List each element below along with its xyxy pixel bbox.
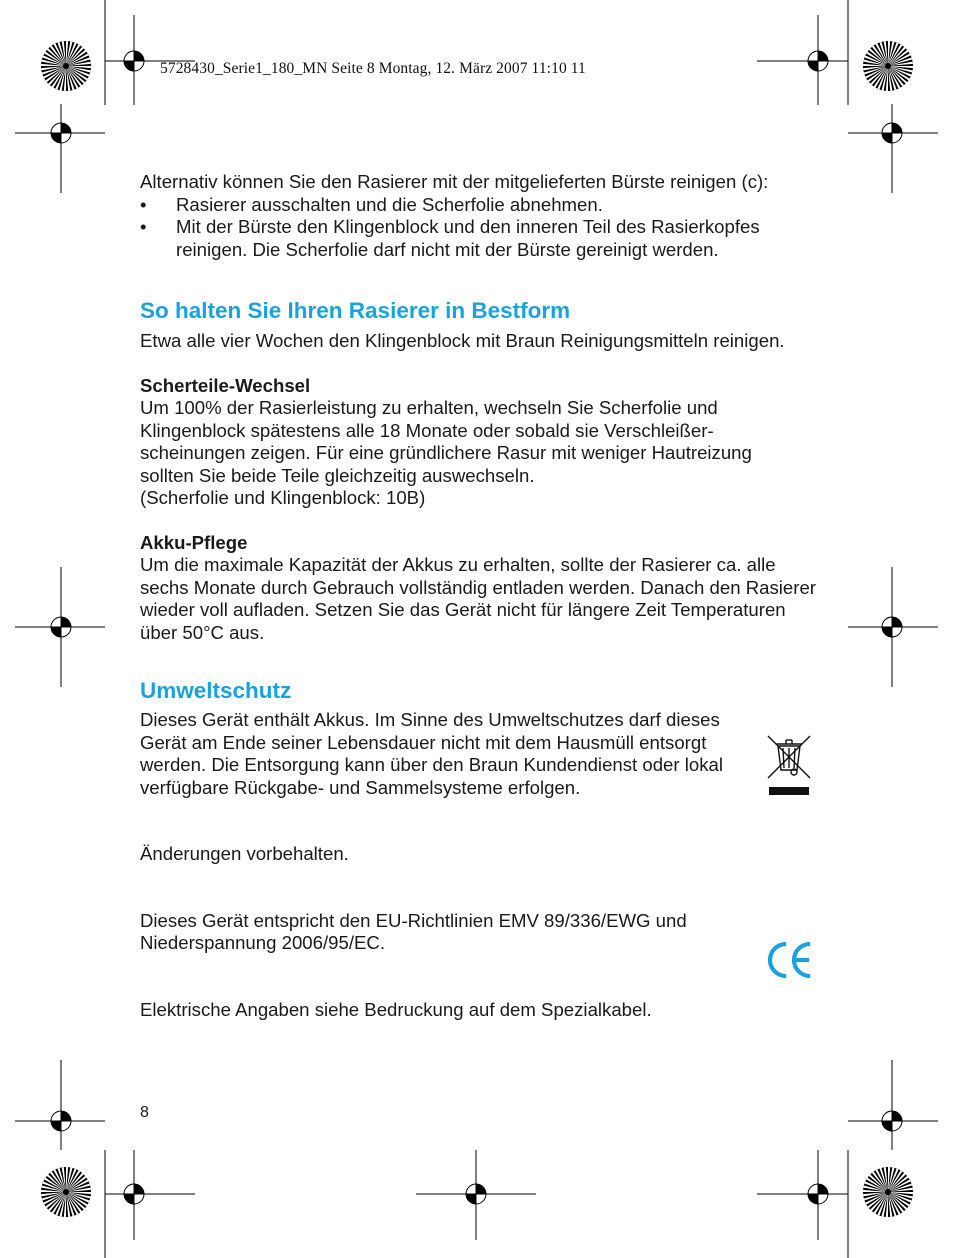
parts-exchange-text [140,397,820,510]
registration-quadrant [892,617,902,627]
registration-quadrant [134,51,144,61]
star-target-center [63,1189,69,1195]
registration-quadrant [818,1184,828,1194]
registration-quadrant [882,133,892,143]
registration-quadrant [476,1184,486,1194]
list-item-text: Rasierer ausschalten und die Scherfolie abnehmen. [176,193,603,215]
registration-quadrant [61,1111,71,1121]
text-line: scheinungen zeigen. Für eine gründlichere Rasur mit weniger Hautreizung [140,442,752,463]
star-target-center [885,63,891,69]
registration-quadrant [892,1111,902,1121]
bullet-symbol: • [140,216,147,237]
electrical-info-text: Elektrische Angaben siehe Bedruckung auf dem Spezialkabel. [140,998,652,1020]
registration-quadrant [882,1121,892,1131]
environment-heading: Umweltschutz [140,678,292,703]
care-heading: So halten Sie Ihren Rasierer in Bestform [140,298,571,323]
compliance-text: Dieses Gerät entspricht den EU-Richtlinien EMV 89/336/EWG und Niederspannung 2006/95/EC. [140,909,687,953]
care-text: Etwa alle vier Wochen den Klingenblock mit Braun Reinigungsmitteln reinigen. [140,330,785,351]
registration-quadrant [61,617,71,627]
registration-quadrant [51,133,61,143]
battery-care-text: Um die maximale Kapazität der Akkus zu erhalten, sollte der Rasierer ca. alle sechs Monate durch Gebrauch vollständig entladen werden. Danach den Rasierer wieder voll aufladen. Setzen Sie das Gerät nicht für längere Zeit Temperaturen über 50°C aus. [140,554,816,643]
text-line: sollten Sie beide Teile gleichzeitig auswechseln. [140,464,535,486]
registration-quadrant [466,1194,476,1204]
registration-quadrant [134,1184,144,1194]
environment-text: Dieses Gerät enthält Akkus. Im Sinne des Umweltschutzes darf dieses Gerät am Ende seiner Lebensdauer nicht mit dem Hausmüll entsorgt werden. Die Entsorgung kann über den Braun Kundendienst oder lokal verfügbare Rückgabe- und Sammelsysteme erfolgen. [140,709,723,798]
text-line: (Scherfolie und Klingenblock: 10B) [140,487,426,508]
intro-bullet-list [140,194,820,262]
intro-text: Alternativ können Sie den Rasierer mit der mitgelieferten Bürste reinigen (c): [140,171,769,192]
registration-quadrant [51,627,61,637]
registration-quadrant [124,1194,134,1204]
ce-mark-icon [766,940,814,980]
registration-quadrant [808,61,818,71]
text-line: Klingenblock spätestens alle 18 Monate oder sobald sie Verschleißer- [140,419,714,441]
bullet-symbol: • [140,193,147,215]
list-item [140,216,820,261]
page-number: 8 [140,1104,149,1121]
print-header: 5728430_Serie1_180_MN Seite 8 Montag, 12. März 2007 11:10 11 [160,60,586,77]
star-target-center [885,1189,891,1195]
text-line: Um 100% der Rasierleistung zu erhalten, wechseln Sie Scherfolie und [140,397,718,418]
registration-quadrant [808,1194,818,1204]
registration-quadrant [818,51,828,61]
registration-quadrant [51,1121,61,1131]
registration-quadrant [124,61,134,71]
battery-care-heading: Akku-Pflege [140,531,248,553]
weee-crossed-bin-icon [766,734,812,800]
registration-quadrant [892,123,902,133]
parts-exchange-heading: Scherteile-Wechsel [140,374,311,396]
registration-quadrant [61,123,71,133]
reservation-text: Änderungen vorbehalten. [140,843,349,864]
page-content [140,171,820,1021]
list-item [140,194,820,217]
registration-quadrant [882,627,892,637]
star-target-center [63,63,69,69]
list-item-text: Mit der Bürste den Klingenblock und den inneren Teil des Rasierkopfes reinigen. Die Scherfolie darf nicht mit der Bürste gereinigt werden. [176,216,760,260]
